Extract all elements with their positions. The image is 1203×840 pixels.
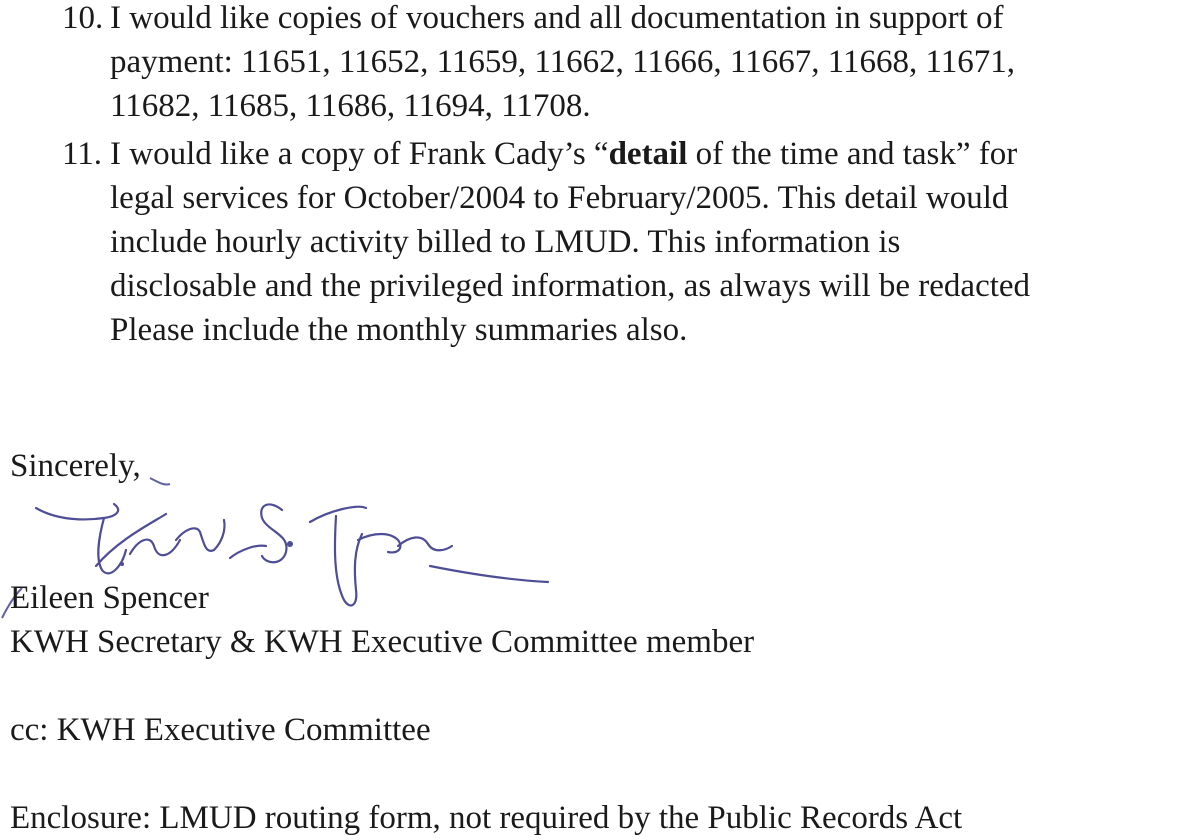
list-line: include hourly activity billed to LMUD. This information is: [110, 224, 901, 260]
salutation: Sincerely,: [10, 448, 141, 484]
list-number: 11.: [62, 136, 103, 172]
list-line-text: I would like a copy of Frank Cady’s “: [110, 136, 609, 172]
list-item-10: [62, 0, 1203, 132]
list-item-11: [62, 132, 1203, 352]
signer-title: KWH Secretary & KWH Executive Committee member: [10, 624, 755, 660]
signer-name: Eileen Spencer: [10, 580, 209, 616]
list-number: 10.: [62, 0, 104, 36]
emphasis-detail: detail: [608, 136, 688, 172]
list-line: [110, 132, 1017, 176]
list-line-text: of the time and task” for: [687, 136, 1018, 172]
list-line: payment: 11651, 11652, 11659, 11662, 11666, 11667, 11668, 11671,: [110, 44, 1016, 80]
list-line: I would like copies of vouchers and all documentation in support of: [110, 0, 1004, 36]
list-line: disclosable and the privileged information, as always will be redacted: [110, 268, 1031, 304]
enclosure-line: Enclosure: LMUD routing form, not required by the Public Records Act: [10, 800, 963, 836]
list-line: legal services for October/2004 to February/2005. This detail would: [110, 180, 1009, 216]
list-line: Please include the monthly summaries also.: [110, 312, 688, 348]
cc-line: cc: KWH Executive Committee: [10, 712, 431, 748]
list-line: 11682, 11685, 11686, 11694, 11708.: [110, 88, 591, 124]
